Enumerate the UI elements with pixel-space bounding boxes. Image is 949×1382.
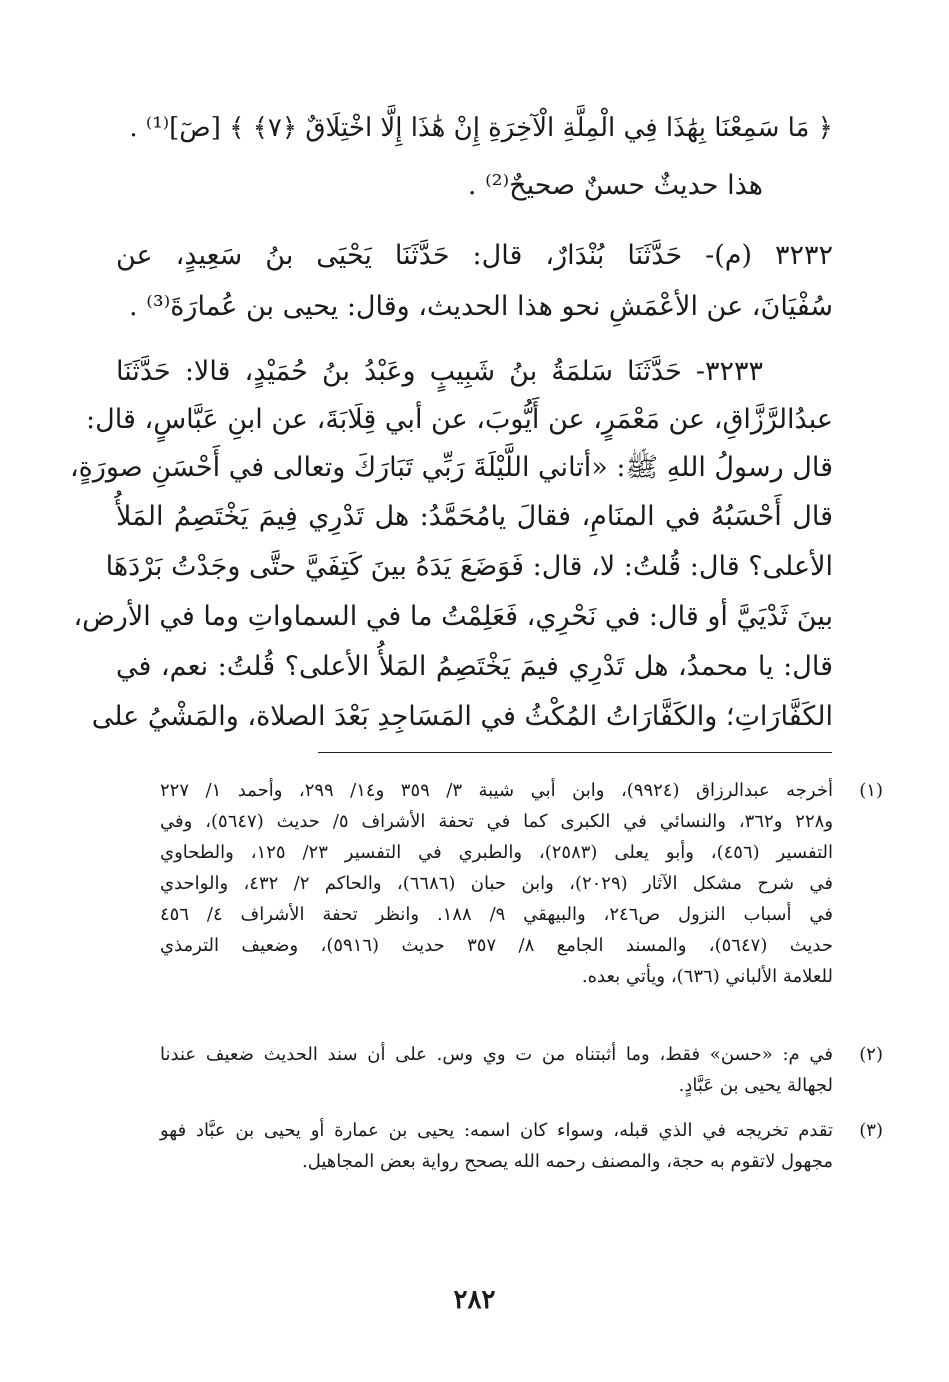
page-number: ٢٨٢ [453,1285,496,1315]
footnote-line: و٢٢٨ و٣٦٢، والنسائي في الكبرى كما في تحفة الأشراف ٥/ حديث (٥٦٤٧)، وفي [160,811,834,832]
hadith-line: قال: يا محمدُ، هل تَدْرِي فيمَ يَخْتَصِمُ المَلأُ الأعلى؟ قُلتُ: نعم، في [116,651,833,682]
footnote-line: في م: «حسن» فقط، وما أثبتناه من ت وي وس. على أن سند الحديث ضعيف عندنا [160,1044,833,1065]
footnote-line: في أسباب النزول ص٢٤٦، والبيهقي ٩/ ١٨٨. وانظر تحفة الأشراف ٤/ ٤٥٦ [160,904,833,925]
footnote-line: مجهول لاتقوم به حجة، والمصنف رحمه الله يصحح رواية بعض المجاهيل. [302,1151,833,1172]
hadith-line: قال رسولُ اللهِ ﷺ: «أتاني اللَّيْلَةَ رَبِّي تَبَارَكَ وتعالى في أَحْسَنِ صورَةٍ، [69,452,833,483]
footnote-number: (٢) [859,1044,883,1065]
hadith-line: قال أَحْسَبُهُ في المنَامِ، فقالَ يامُحَمَّدُ: هل تَدْرِي فِيمَ يَخْتَصِمُ المَلأُ [116,501,833,532]
footnote-line: تقدم تخريجه في الذي قبله، وسواء كان اسمه: يحيى بن عمارة أو يحيى بن عبَّاد فهو [160,1120,833,1141]
hadith-line: الأعلى؟ قال: قُلتُ: لا، قال: فَوَضَعَ يَدَهُ بينَ كَتِفَيَّ حتَّى وجَدْتُ بَرْدَهَا [105,551,833,582]
hadith-grading: هذا حديثٌ حسنٌ صحيحٌ⁽²⁾ . [467,170,763,201]
footnote-line: في شرح مشكل الآثار (٢٠٢٩)، وابن حبان (٦٦٨٦)، والحاكم ٢/ ٤٣٢، والواحدي [160,873,833,894]
hadith-line: الكَفَّارَاتِ؛ والكَفَّارَاتُ المُكْثُ في المَسَاجِدِ بَعْدَ الصلاة، والمَشْيُ على [91,701,833,732]
footnote-number: (١) [859,780,883,801]
footnote-line: للعلامة الألباني (٦٣٦)، ويأتي بعده. [581,966,833,987]
hadith-line: بينَ ثَدْيَيَّ أو قال: في نَحْرِي، فَعَلِمْتُ ما في السماواتِ وما في الأرض، [73,601,833,632]
footnote-line: أخرجه عبدالرزاق (٩٩٢٤)، وابن أبي شيبة ٣/ ٣٥٩ و١٤/ ٢٩٩، وأحمد ١/ ٢٢٧ [160,780,833,801]
hadith-line: ٣٢٣٢ (م)- حَدَّثَنَا بُنْدَارٌ، قال: حَدَّثَنَا يَحْيَى بنُ سَعِيدٍ، عن [116,240,833,271]
footnote-line: حديث (٥٦٤٧)، والمسند الجامع ٨/ ٣٥٧ حديث (٥٩١٦)، وضعيف الترمذي [160,935,833,956]
footnote-2 [160,1039,883,1101]
footnote-separator [318,752,832,753]
footnote-line: لجهالة يحيى بن عَبَّادٍ. [678,1075,833,1096]
quran-verse: ﴿ مَا سَمِعْنَا بِهَٰذَا فِي الْمِلَّةِ الْآخِرَةِ إِنْ هَٰذَا إِلَّا اخْتِلَاقٌ ﴿٧﴾ ﴾ [صٓ]⁽¹⁾ . [129,113,833,143]
footnote-number: (٣) [859,1120,883,1141]
hadith-line: ٣٢٣٣- حَدَّثَنَا سَلمَةُ بنُ شَبِيبٍ وعَبْدُ بنُ حُمَيْدٍ، قالا: حَدَّثَنَا [116,356,763,387]
footnote-1 [160,775,883,992]
hadith-line: عبدُالرَّزَّاقِ، عن مَعْمَرٍ، عن أَيُّوبَ، عن أبي قِلَابَةَ، عن ابنِ عَبَّاسٍ، قال: [86,404,833,435]
hadith-line: سُفْيَانَ، عن الأعْمَشِ نحو هذا الحديث، وقال: يحيى بن عُمارَةَ⁽³⁾ . [129,291,833,322]
footnote-3 [160,1115,883,1177]
footnote-line: التفسير (٤٥٦)، وأبو يعلى (٢٥٨٣)، والطبري في التفسير ٢٣/ ١٢٥، والطحاوي [160,842,834,863]
